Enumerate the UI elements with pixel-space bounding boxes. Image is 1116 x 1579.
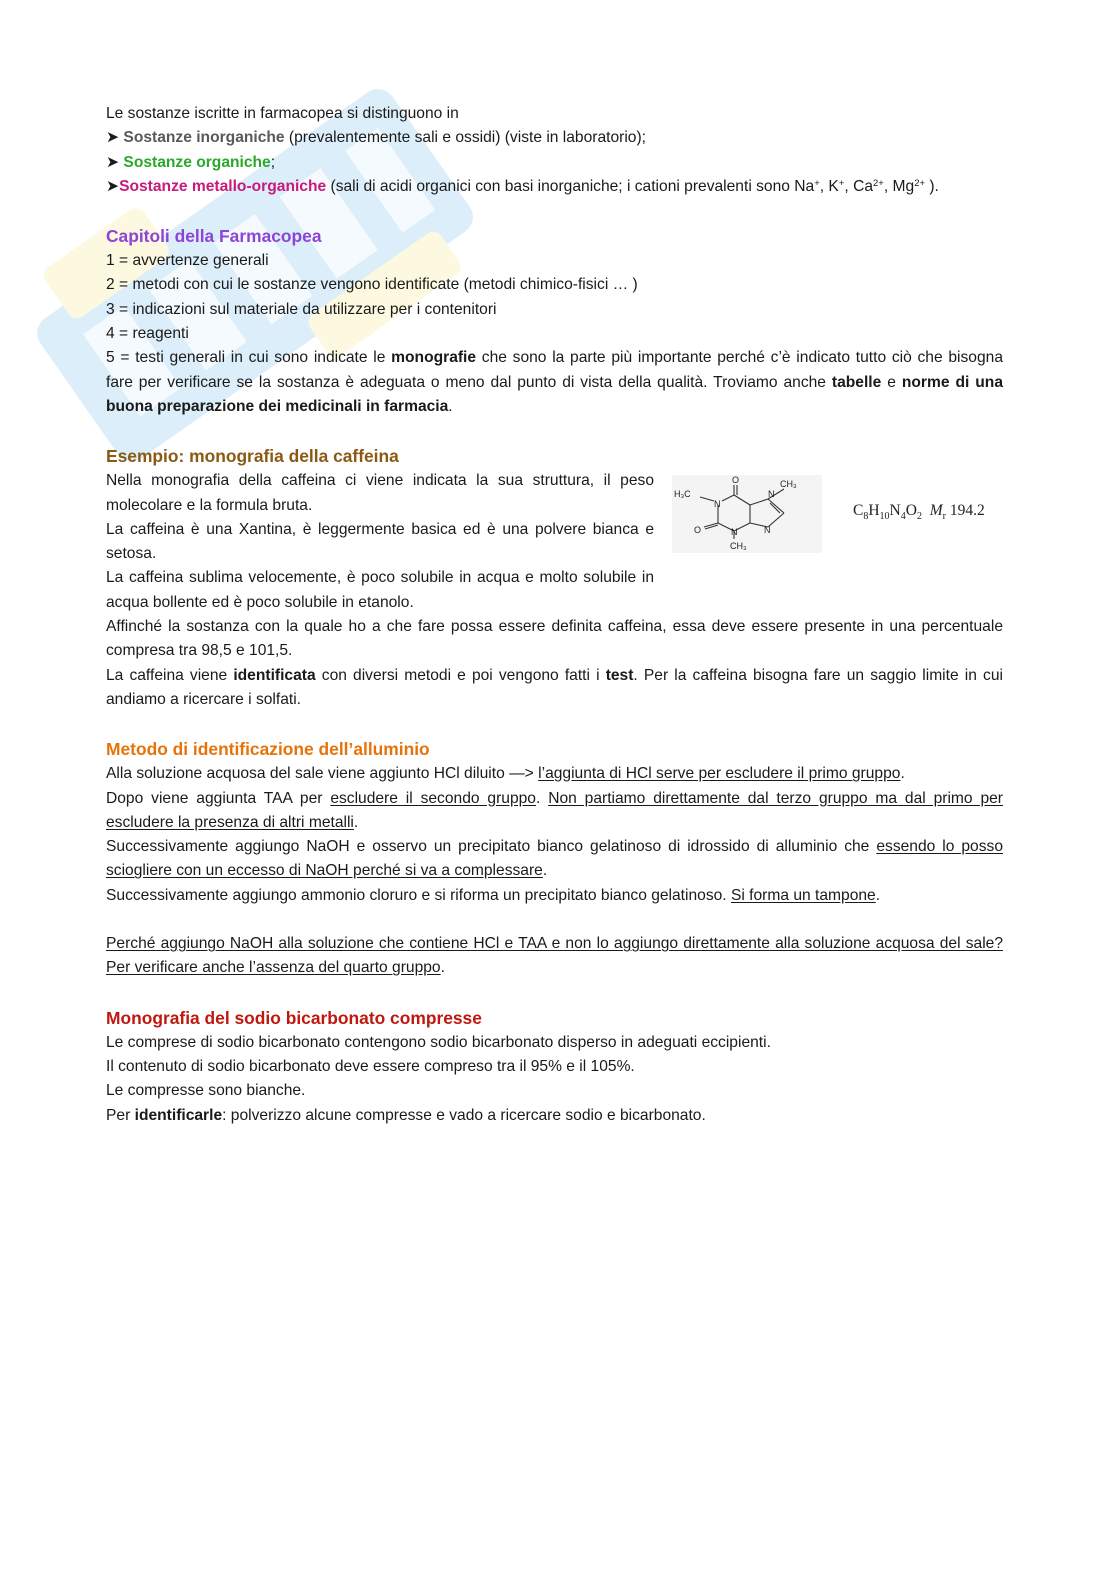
text-run: 5 = testi generali in cui sono indicate le	[106, 349, 392, 367]
bullet-text: ).	[925, 177, 939, 195]
arrow-bullet-icon: ➤	[106, 129, 120, 147]
bullet-text: , Ca	[844, 177, 874, 195]
bullet-text: ;	[270, 153, 276, 171]
document-page	[106, 102, 1003, 1128]
caffeina-line: Nella monografia della caffeina ci viene indicata la sua struttura, il peso molecolare e la formula bruta.	[106, 472, 654, 514]
heading-alluminio: Metodo di identificazione dell’alluminio	[106, 739, 430, 760]
text-run: . Per la caffeina bisogna fare un saggio limite in cui andiamo a ricercare i solfati.	[106, 666, 1003, 708]
label-o: O	[694, 525, 702, 536]
alluminio-p4	[106, 884, 1003, 908]
formula-sub: 4	[900, 511, 906, 523]
formula-sub: 8	[863, 511, 869, 523]
arrow-bullet-icon: ➤	[106, 153, 120, 171]
text-run: .	[535, 789, 549, 807]
formula-sub: 10	[879, 511, 890, 523]
formula-mass: 194.2	[949, 502, 985, 520]
text-run: Successivamente aggiungo ammonio cloruro e si riforma un precipitato bianco gelatinoso.	[106, 886, 731, 904]
text-run: .	[900, 765, 905, 783]
caffeine-formula	[853, 499, 985, 529]
text-run: con diversi metodi e poi vengono fatti i	[315, 666, 606, 684]
intro-line: Le sostanze iscritte in farmacopea si distinguono in	[106, 105, 459, 122]
term-metallo-organiche: Sostanze metallo-organiche	[119, 177, 327, 195]
caffeina-percent: Affinché la sostanza con la quale ho a che fare possa essere definita caffeina, essa deve essere presente in una percentuale compresa tra 98,5 e 101,5.	[106, 618, 1003, 660]
charge-sup: +	[814, 177, 820, 189]
capitolo-item: 1 = avvertenze generali	[106, 252, 269, 270]
bold-monografie: monografie	[391, 349, 477, 367]
text-run: .	[542, 862, 548, 880]
text-run: che sono la parte più importante perché c’è indicato tutto ciò che bisogna fare per verificare se la sostanza è adeguata o meno dal punto di vista della qualità. Troviamo anche	[106, 349, 1003, 391]
text-run: .	[875, 886, 881, 904]
text-run: Per	[106, 1106, 135, 1124]
arrow-bullet-icon: ➤	[106, 177, 120, 195]
text-run: .	[448, 397, 453, 415]
text-run: Alla soluzione acquosa del sale viene aggiunto HCl diluito —>	[106, 765, 539, 783]
bicarbonato-line: Il contenuto di sodio bicarbonato deve essere compreso tra il 95% e il 105%.	[106, 1057, 635, 1075]
underlined-text: l’aggiunta di HCl serve per escludere il primo gruppo	[538, 765, 901, 783]
term-organiche: Sostanze organiche	[123, 153, 271, 171]
charge-sup: +	[838, 177, 845, 189]
label-ch3: CH₃	[780, 479, 797, 490]
alluminio-p2	[106, 787, 1003, 836]
bold-test: test	[605, 666, 634, 684]
bicarbonato-last	[106, 1104, 1003, 1128]
bold-identificarle: identificarle	[134, 1106, 223, 1124]
bullet-text: (sali di acidi organici con basi inorganiche; i cationi prevalenti sono Na	[326, 177, 815, 195]
label-h3c: H₃C	[674, 489, 691, 500]
text-run: Dopo viene aggiunta TAA per	[106, 789, 331, 807]
charge-sup: 2+	[914, 177, 926, 189]
capitolo-item-5	[106, 346, 1003, 419]
bold-norme: norme di una buona preparazione dei medicinali in farmacia	[106, 373, 1003, 415]
heading-caffeina: Esempio: monografia della caffeina	[106, 446, 399, 467]
bullet-text: (prevalentemente sali e ossidi) (viste in laboratorio);	[284, 129, 647, 147]
heading-bicarbonato: Monografia del sodio bicarbonato compresse	[106, 1007, 482, 1028]
bicarbonato-line: Le comprese di sodio bicarbonato contengono sodio bicarbonato disperso in adeguati eccipienti.	[106, 1033, 771, 1051]
text-run: La caffeina viene	[106, 666, 234, 684]
bullet-organiche	[106, 151, 1003, 175]
text-run: Successivamente aggiungo NaOH e osservo un precipitato bianco gelatinoso di idrossido di alluminio che	[106, 838, 877, 856]
text-run: : polverizzo alcune compresse e vado a ricercare sodio e bicarbonato.	[222, 1106, 706, 1124]
figure-background	[672, 475, 822, 553]
label-n: N	[731, 527, 738, 538]
bullet-text: , Mg	[883, 177, 915, 195]
bicarbonato-line: Le compresse sono bianche.	[106, 1082, 306, 1100]
formula-mr: M	[929, 502, 943, 520]
alluminio-p5	[106, 932, 1003, 981]
alluminio-p3	[106, 835, 1003, 884]
underlined-text: Si forma un tampone	[730, 886, 876, 904]
capitolo-item: 4 = reagenti	[106, 325, 189, 343]
formula-h: H	[868, 502, 880, 520]
formula-sub: r	[942, 511, 946, 523]
text-run: e	[881, 373, 902, 391]
caffeina-line: La caffeina sublima velocemente, è poco solubile in acqua e molto solubile in acqua bollente ed è poco solubile in etanolo.	[106, 569, 654, 611]
charge-sup: 2+	[873, 177, 884, 189]
label-n: N	[768, 489, 775, 500]
caffeina-side-text	[106, 469, 654, 615]
bold-tabelle: tabelle	[831, 373, 882, 391]
formula-c: C	[853, 502, 864, 520]
bullet-text: , K	[819, 177, 839, 195]
term-inorganiche: Sostanze inorganiche	[123, 129, 285, 147]
text-run: .	[353, 813, 359, 831]
capitolo-item: 3 = indicazioni sul materiale da utilizzare per i contenitori	[106, 300, 497, 318]
underlined-text: Non partiamo direttamente dal terzo gruppo ma dal primo per escludere la presenza di altri metalli	[106, 789, 1003, 831]
caffeina-ident	[106, 664, 1003, 713]
alluminio-p1	[106, 762, 1003, 786]
heading-capitoli: Capitoli della Farmacopea	[106, 226, 322, 247]
underlined-text: essendo lo posso sciogliere con un eccesso di NaOH perché si va a complessare	[106, 838, 1004, 880]
label-n: N	[714, 499, 721, 510]
bullet-metallo-organiche	[106, 175, 1003, 199]
label-o: O	[732, 475, 740, 486]
label-ch3: CH₃	[730, 541, 747, 552]
capitolo-item: 2 = metodi con cui le sostanze vengono identificate (metodi chimico-fisici … )	[106, 276, 638, 294]
bold-identificata: identificata	[233, 666, 316, 684]
label-n: N	[764, 525, 771, 536]
bullet-inorganiche	[106, 126, 1003, 150]
underlined-text: escludere il secondo gruppo	[330, 789, 536, 807]
caffeina-line: La caffeina è una Xantina, è leggermente basica ed è una polvere bianca e setosa.	[106, 520, 654, 563]
formula-n: N	[889, 502, 901, 520]
caffeina-block	[106, 469, 1003, 615]
text-run: .	[440, 959, 445, 977]
underlined-text: Perché aggiungo NaOH alla soluzione che contiene HCl e TAA e non lo aggiungo direttamente alla soluzione acquosa del sale? Per verificare anche l’assenza del quarto gruppo	[106, 935, 1003, 977]
formula-sub: 2	[916, 511, 922, 523]
formula-o: O	[905, 502, 917, 520]
